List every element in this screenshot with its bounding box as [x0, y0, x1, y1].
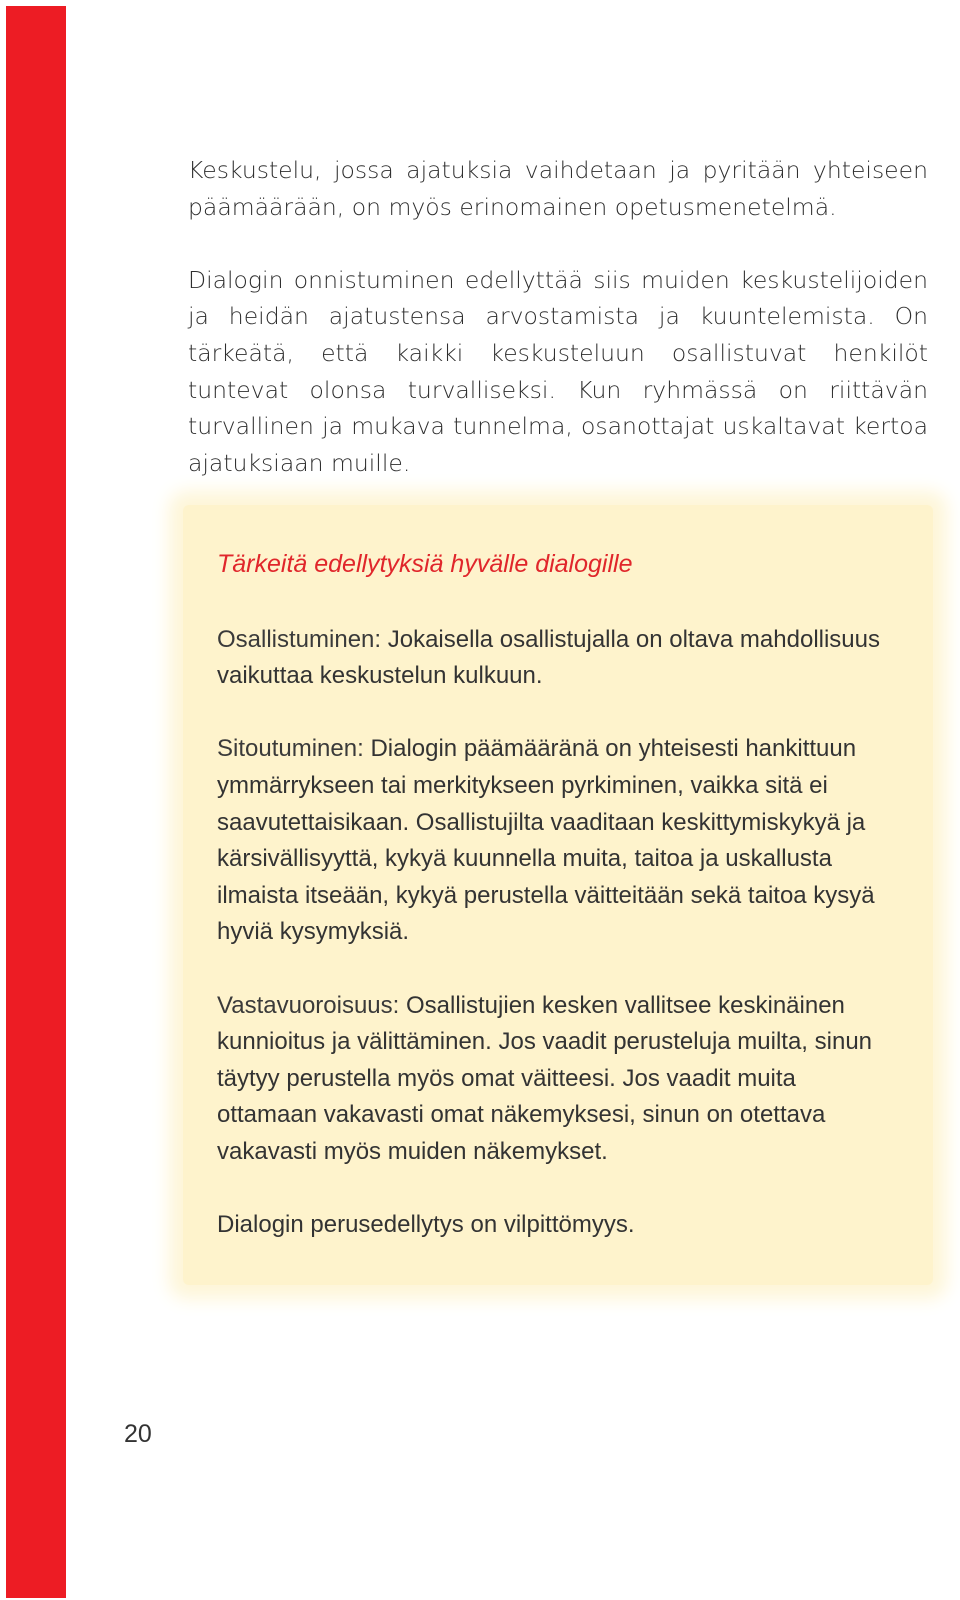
info-item-term: Vastavuoroisuus: — [217, 991, 400, 1019]
info-item-commitment — [217, 731, 887, 951]
info-item-text: Dialogin päämääränä on yhteisesti hankittuun ymmärrykseen tai merkitykseen pyrkiminen, vaikka sitä ei saavutettaisikaan. Osallistujilta vaaditaan keskittymiskykyä ja kärsivällisyyttä, kykyä kuunnella muita, taitoa ja uskallusta ilmaista itseään, kykyä perustella väitteitään sekä taitoa kysyä hyviä kysymyksiä. — [217, 735, 875, 946]
info-box-content — [217, 543, 887, 1280]
info-box-closing: Dialogin perusedellytys on vilpittömyys. — [217, 1211, 635, 1239]
intro-paragraph-2: Dialogin onnistuminen edellyttää siis muiden keskustelijoiden ja heidän ajatustensa arvostamista ja kuuntelemista. On tärkeätä, että kaikki keskusteluun osallistuvat henkilöt tuntevat olonsa turvalliseksi. Kun ryhmässä on riittävän turvallinen ja mukava tunnelma, osanottajat uskaltavat kertoa ajatuksiaan muille. — [188, 265, 928, 477]
info-item-text: Jokaisella osallistujalla on oltava mahdollisuus vaikuttaa keskustelun kulkuun. — [217, 625, 881, 690]
info-item-term: Sitoutuminen: — [217, 735, 364, 763]
intro-paragraph-1: Keskustelu, jossa ajatuksia vaihdetaan ja pyritään yhteiseen päämäärään, on myös erinomainen opetusmenetelmä. — [188, 156, 928, 221]
info-item-text: Osallistujien kesken vallitsee keskinäinen kunnioitus ja välittäminen. Jos vaadit perusteluja muilta, sinun täytyy perustella myös omat väitteesi. Jos vaadit muita ottamaan vakavasti omat näkemyksesi, sinun on otettava vakavasti myös muiden näkemykset. — [217, 991, 873, 1165]
page-edge-bar — [6, 6, 66, 1598]
page-number: 20 — [124, 1420, 152, 1448]
intro-text — [188, 152, 928, 518]
info-item-participation — [217, 622, 887, 695]
info-item-reciprocity — [217, 988, 887, 1171]
info-item-term: Osallistuminen: — [217, 625, 382, 653]
info-box-title: Tärkeitä edellytyksiä hyvälle dialogille — [217, 550, 633, 578]
